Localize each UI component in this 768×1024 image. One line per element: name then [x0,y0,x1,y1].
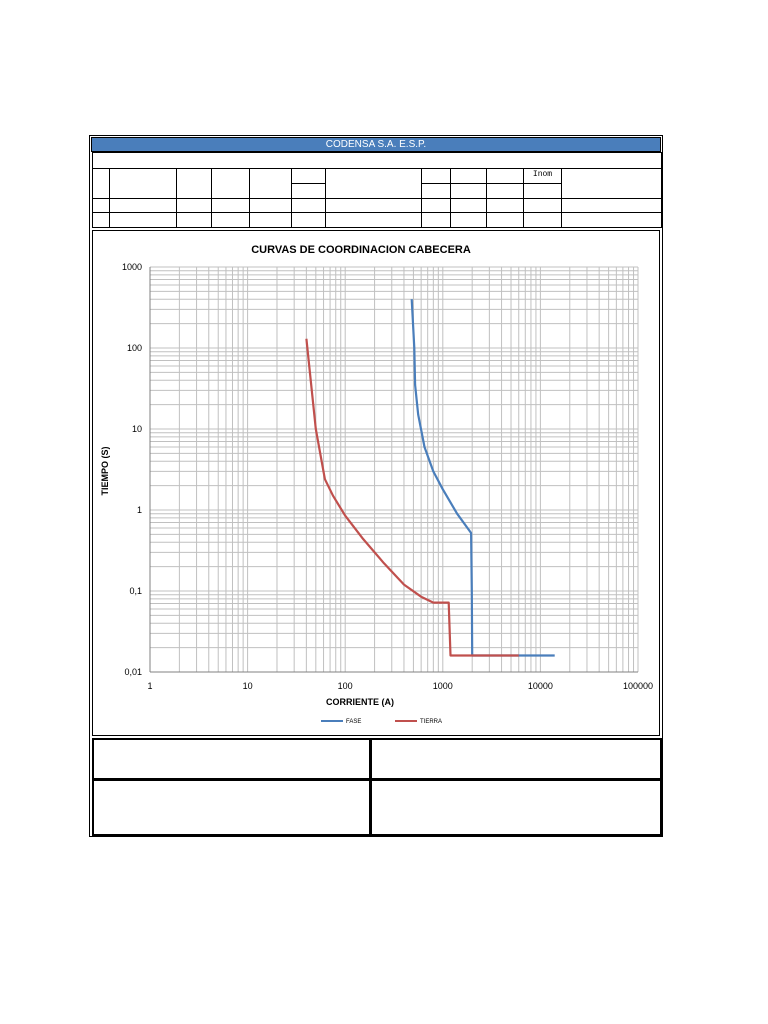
inom-label: Inom [532,170,553,179]
info-cell [249,168,292,199]
info-cell [450,198,487,213]
info-cell [92,168,110,199]
info-cell [561,212,662,228]
info-cell [486,198,524,213]
y-tick-label: 100 [126,343,142,353]
company-title: CODENSA S.A. E.S.P. [325,139,427,150]
y-axis-label: TIEMPO (S) [100,446,110,496]
y-tick-label: 1 [136,505,142,515]
info-cell [291,168,326,184]
info-cell [486,168,524,184]
info-cell [291,198,326,213]
legend-label-tierra: TIERRA [420,719,443,725]
y-tick-label: 0,1 [129,586,142,596]
chart-frame [92,230,660,736]
info-cell [421,168,451,184]
info-cell [561,168,662,199]
info-cell [450,212,487,228]
x-axis-label: CORRIENTE (A) [326,697,394,707]
info-cell [421,198,451,213]
info-cell [486,212,524,228]
info-cell [211,198,250,213]
coordination-sheet [89,135,663,837]
info-cell [92,212,110,228]
info-cell [486,183,524,199]
info-cell [421,183,451,199]
info-cell [523,212,562,228]
footer-box-left-top [92,738,371,780]
x-tick-label: 10000 [527,681,553,691]
info-cell [421,212,451,228]
chart-legend [321,719,442,725]
info-cell [176,198,212,213]
info-cell [291,183,326,199]
x-tick-label: 1000 [432,681,453,691]
x-tick-label: 100000 [622,681,654,691]
y-tick-label: 0,01 [124,667,142,677]
footer-box-right-bottom [370,779,662,836]
info-cell [450,168,487,184]
x-tick-label: 10 [242,681,253,691]
x-tick-labels [147,681,653,691]
chart-series [306,299,554,655]
y-tick-labels [122,262,142,677]
info-cell [523,183,562,199]
info-cell [325,168,422,199]
chart-axes [100,244,471,707]
info-cell [450,183,487,199]
info-cell [109,212,177,228]
coordination-chart [93,231,659,735]
info-cell [211,168,250,199]
info-cell [249,198,292,213]
info-cell [291,212,326,228]
info-row-1 [92,152,662,169]
x-tick-label: 100 [337,681,353,691]
info-cell [109,198,177,213]
info-cell [561,198,662,213]
info-cell [249,212,292,228]
info-cell [211,212,250,228]
y-tick-label: 1000 [121,262,142,272]
x-tick-label: 1 [147,681,153,691]
company-title-bar [91,137,661,152]
y-tick-label: 10 [131,424,142,434]
info-cell [109,168,177,199]
footer-box-right-top [370,738,662,780]
info-cell [176,212,212,228]
info-cell [176,168,212,199]
inom-header-cell [523,168,562,184]
info-cell [92,198,110,213]
chart-title: CURVAS DE COORDINACION CABECERA [251,244,471,256]
info-cell [523,198,562,213]
info-cell [325,198,422,213]
chart-grid [150,267,638,672]
series-line-tierra [306,339,518,656]
legend-label-fase: FASE [346,719,362,725]
footer-box-left-bottom [92,779,371,836]
info-cell [325,212,422,228]
